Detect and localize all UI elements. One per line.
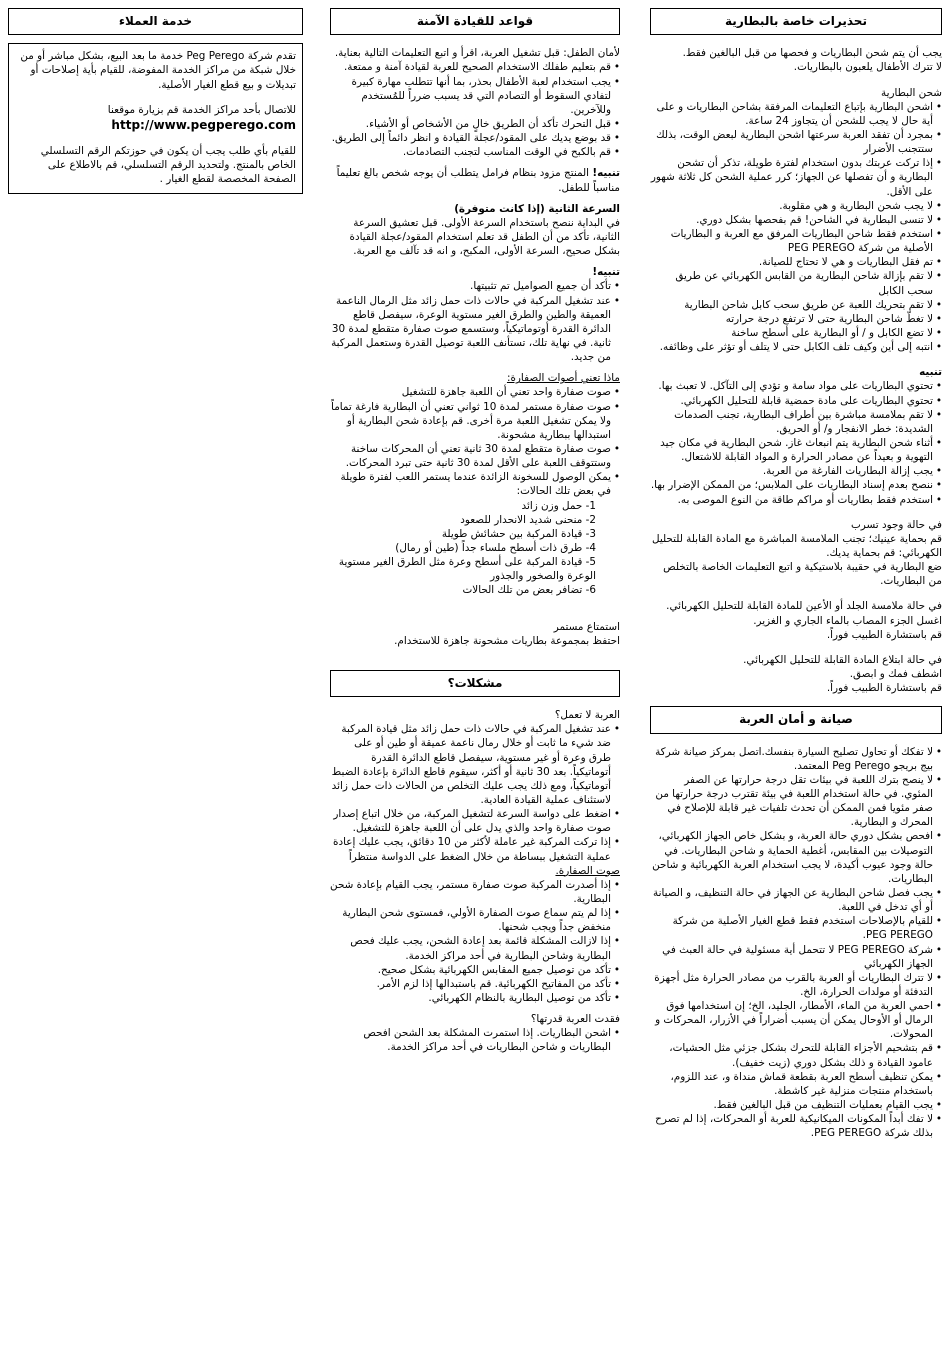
battery-column bbox=[650, 8, 942, 1353]
list-item: • تأكد من توصيل جميع المقابس الكهربائية بشكل صحيح. bbox=[330, 963, 620, 977]
swallow-line: اشطف فمك و ابصق. bbox=[849, 667, 942, 680]
list-item: • اشحن البطاريات. إذا استمرت المشكلة بعد الشحن افحص البطاريات و شاحن البطاريات في أحد مراكز الخدمة. bbox=[330, 1026, 620, 1054]
list-item: • انتبه إلى أين وكيف تلف الكابل حتى لا يتلف أو تؤثر على وظائفه. bbox=[650, 340, 942, 354]
list-item: • يجب استخدام لعبة الأطفال بحذر، بما أنها تتطلب مهارة كبيرة لتفادي السقوط أو التصادم التي قد يسبب ضرراً للمُستخدم وللآخرين. bbox=[330, 75, 620, 117]
safety-intro: لأمان الطفل: قبل تشغيل العربة، اقرأ و اتبع التعليمات التالية بعناية. bbox=[334, 47, 620, 60]
skin-contact-line: اغسل الجزء المصاب بالماء الجاري و الغزير. bbox=[753, 614, 942, 627]
serial-number-text: للقيام بأي طلب يجب أن يكون في حوزتكم الرقم التسلسلي الخاص بالمنتج. ولتحديد الرقم التسلسلي، قم بالاطلاع على الصفحة المخصصة لقطع الغيار . bbox=[40, 145, 296, 186]
service-paragraph: تقدم شركة Peg Perego خدمة ما بعد البيع، بشكل مباشر أو من خلال شبكة من مراكز الخدمة المفوضة، للقيام بأية إصلاحات أو تبديلات و بيع قطع الغيار الأصلية. bbox=[20, 50, 296, 91]
list-item: • إذا لازالت المشكلة قائمة بعد إعادة الشحن، يجب عليك فحص البطارية وشاحن البطارية في أحد مراكز الخدمة. bbox=[330, 934, 620, 962]
service-column bbox=[8, 8, 303, 268]
list-item: • تأكد من المفاتيح الكهربائية. قم باستبدالها إذا لزم الأمر. bbox=[330, 977, 620, 991]
swallow-line: قم باستشارة الطبيب فوراً. bbox=[826, 682, 942, 695]
power-loss-list bbox=[330, 1026, 620, 1054]
skin-contact-line: قم باستشارة الطبيب فوراً. bbox=[826, 628, 942, 641]
list-item: • قم بتعليم طفلك الاستخدام الصحيح للعربة لقيادة آمنة و ممتعة. bbox=[330, 60, 620, 74]
list-item: • تأكد أن جميع الصواميل تم تثبيتها. bbox=[330, 279, 620, 293]
list-item: • عند تشغيل المركبة في حالات ذات حمل زائد مثل الرمال الناعمة العميقة والطين والطرق الغير مستوية الوعرة، سيفصل قاطع الدائرة القدرة أوتوماتيكياً، وستسمع صوت صفارة متقطع لمدة 30 ثانية. في نهاية تلك، تستأنف اللعبة توصيل القدرة وستعمل المركبة من جديد. bbox=[330, 294, 620, 365]
list-item: • اضغط على دواسة السرعة لتشغيل المركبة، من خلال اتباع إصدار صوت صفارة واحد والذي يدل على أن اللعبة جاهزة للتشغيل. bbox=[330, 807, 620, 835]
list-item: • يجب إزالة البطاريات الفارغة من العربة. bbox=[650, 464, 942, 478]
enjoy-text: احتفظ بمجموعة بطاريات مشحونة جاهزة للاستخدام. bbox=[394, 634, 620, 647]
list-item: • تحتوي البطاريات على مادة حمضية قابلة للتحليل الكهربائي. bbox=[650, 394, 942, 408]
maintenance-list bbox=[650, 745, 942, 1141]
skin-contact-line: في حالة ملامسة الجلد أو الأعين للمادة القابلة للتحليل الكهربائي. bbox=[666, 600, 942, 613]
list-item: • يجب فصل شاحن البطارية عن الجهاز في حالة التنظيف، و الصيانة أو أي تدخل في اللعبة. bbox=[650, 886, 942, 914]
problems-heading: مشكلات؟ bbox=[330, 670, 620, 697]
list-item: • استخدم فقط شاحن البطاريات المرفق مع العربة و البطاريات الأصلية من شركة PEG PEREGO bbox=[650, 227, 942, 255]
list-item: • أثناء شحن البطارية يتم انبعاث غاز. شحن البطارية في مكان جيد التهوية و بعيداً عن مصادر الحرارة و المواد القابلة للاشتعال. bbox=[650, 436, 942, 464]
list-item: • إذا أصدرت المركبة صوت صفارة مستمر، يجب القيام بإعادة شحن البطارية. bbox=[330, 878, 620, 906]
list-item: • استخدم فقط بطاريات أو مراكم طاقة من النوع الموصى به. bbox=[650, 493, 942, 507]
list-item: • اشحن البطارية بإتباع التعليمات المرفقة بشاحن البطاريات و على أية حال لا يجب للشحن أن يتجاوز 24 ساعة. bbox=[650, 100, 942, 128]
list-item: • لا يجب شحن البطارية و هي مقلوبة. bbox=[650, 199, 942, 213]
swallow-line: في حالة ابتلاع المادة القابلة للتحليل الكهربائي. bbox=[743, 653, 942, 666]
list-item: • لا تضع الكابل و / أو البطارية على أسطح ساخنة bbox=[650, 326, 942, 340]
list-item: • قم بالكبح في الوقت المناسب لتجنب التصادمات. bbox=[330, 145, 620, 159]
intro-line: لا تترك الأطفال يلعبون بالبطاريات. bbox=[793, 61, 942, 74]
service-contact-text: للاتصال بأحد مراكز الخدمة قم بزيارة موقعنا bbox=[107, 103, 296, 116]
caution-title: تنبيه! bbox=[592, 266, 620, 279]
enjoy-title: استمتاع مستمر bbox=[553, 620, 620, 633]
list-item: 3- قيادة المركبة بين حشائش طويلة bbox=[441, 527, 596, 540]
charging-title: شحن البطارية bbox=[881, 86, 942, 99]
list-item: • لا تقم بإزالة شاحن البطارية من القابس الكهربائي عن طريق سحب الكابل bbox=[650, 269, 942, 297]
note-text: المنتج مزود بنظام فرامل يتطلب أن يوجه شخص بالغ تعليماً مناسباً للطفل. bbox=[336, 167, 620, 194]
list-item: • قم بتشحيم الأجزاء القابلة للتحرك بشكل جزئي مثل الحشيات، عامود القيادة و ذلك بشكل دوري (زيت خفيف). bbox=[650, 1041, 942, 1069]
list-item: 2- منحنى شديد الانحدار للصعود bbox=[460, 513, 596, 526]
list-item: • احمي العربة من الماء، الأمطار، الجليد، الخ؛ إن استخدامها فوق الرمال أو الأوحال يمكن أن يسبب أضراراً في الأزرار، المحركات و المحولات. bbox=[650, 999, 942, 1041]
list-item: 5- قيادة المركبة على أسطح وعرة مثل الطرق الغير مستوية الوعرة والصخور والجذور bbox=[338, 556, 596, 583]
list-item: 4- طرق ذات أسطح ملساء جداً (طين أو رمال) bbox=[395, 541, 596, 554]
list-item: • عند تشغيل المركبة في حالات ذات حمل زائد مثل قيادة المركبة ضد شيء ما ثابت أو خلال رمال ناعمة عميقة أو طين أو على طرق وعرة أو غير مستوية، سيفصل قاطع الدائرة القدرة أتوماتيكياً. بعد 30 ثانية أو أكثر، سيقوم قاطع الدائرة بإعادة الضبط أتوماتيكياً، ومع ذلك يجب عليك التخلص من الحالات ذات حمل زائد لاستئناف عملية القيادة العادية. bbox=[330, 722, 620, 807]
list-item: • يمكن الوصول للسخونة الزائدة عندما يستمر اللعب لفترة طويلة في بعض تلك الحالات: bbox=[330, 470, 620, 498]
list-item: • افحص بشكل دوري حالة العربة، و بشكل خاص الجهاز الكهربائي، التوصيلات بين المقابس، أغطية الحماية و شاحن البطاريات. في حالة وجود عيوب أكيدة، لا يجب استخدام العربة الكهربائية و شاحن البطاريات. bbox=[650, 829, 942, 886]
note-label: تنبيه! bbox=[592, 167, 620, 180]
list-item: • تأكد من توصيل البطارية بالنظام الكهربائي. bbox=[330, 991, 620, 1005]
second-speed-title: السرعة الثانية (إذا كانت متوفرة) bbox=[454, 202, 620, 215]
second-speed-text: في البداية ننصح باستخدام السرعة الأولى. قبل تعشيق السرعة الثانية، تأكد من أن الطفل قد تعلم استخدام المقود/عجلة القيادة بشكل صحيح، السرعة الأولى، المكبح، و انه قد تآلف مع العربة. bbox=[349, 216, 620, 258]
list-item: • تم فقل البطاريات و هي لا تحتاج للصيانة. bbox=[650, 255, 942, 269]
list-item: • بمجرد أن تفقد العربة سرعتها اشحن البطارية لبعض الوقت، بذلك ستتجنب الأضرار bbox=[650, 128, 942, 156]
list-item: • ننصح بعدم إسناد البطاريات على الملابس؛ من الممكن الإضرار بها. bbox=[650, 478, 942, 492]
beep-list bbox=[330, 878, 620, 1005]
list-item: • لا تنسى البطارية في الشاحن! قم بفحصها بشكل دوري. bbox=[650, 213, 942, 227]
list-item: • قد بوضع يديك على المقود/عجلة القيادة و انظر دائماً إلى الطريق. bbox=[330, 131, 620, 145]
leak-line: قم بحماية عينيك؛ تجنب الملامسة المباشرة مع المادة القابلة للتحليل الكهربائي: قم بحماية يديك. bbox=[651, 532, 942, 559]
list-item: • لا تفك أبداً المكونات الميكانيكية للعربة أو المحركات، إذا لم تصرح بذلك شركة PEG PEREGO. bbox=[650, 1112, 942, 1140]
beep-sounds-list bbox=[330, 385, 620, 498]
list-item: • صوت صفارة مستمر لمدة 10 ثواني تعني أن البطارية فارغة تماماً ولا يمكن تشغيل اللعبة مرة أخرى. قم بإعادة شحن البطارية أو استبدالها ببطارية مشحونة. bbox=[330, 400, 620, 442]
maintenance-heading: صيانة و أمان العربة bbox=[650, 706, 942, 733]
driving-column bbox=[330, 8, 620, 1353]
list-item: • إذا لم يتم سماع صوت الصفارة الأولي، فمستوى شحن البطارية منخفض جداً ويجب شحنها. bbox=[330, 906, 620, 934]
safety-list bbox=[330, 60, 620, 159]
power-loss-title: فقدت العربة قدرتها؟ bbox=[530, 1013, 620, 1026]
list-item: • قبل التحرك تأكد أن الطريق خالٍ من الأشخاص أو الأشياء. bbox=[330, 117, 620, 131]
list-item: • شركة PEG PEREGO لا تتحمل أية مسئولية في حالة العبث في الجهاز الكهربائي bbox=[650, 943, 942, 971]
list-item: • صوت صفارة متقطع لمدة 30 ثانية تعني أن المحركات ساخنة وستتوقف اللعبة على الأقل لمدة 30 ثانية حتى تبرد المحركات. bbox=[330, 442, 620, 470]
not-working-list bbox=[330, 722, 620, 863]
beep-title: صوت الصفارة. bbox=[555, 864, 620, 877]
website-link[interactable]: http://www.pegperego.com bbox=[111, 117, 296, 132]
list-item: • يمكن تنظيف أسطح العربة بقطعة قماش منداة و، عند اللزوم، باستخدام منتجات منزلية غير كاشطة. bbox=[650, 1070, 942, 1098]
list-item: • لا تغطّ شاحن البطارية حتى لا ترتفع درجة حرارته bbox=[650, 312, 942, 326]
list-item: • لا تقم بملامسة مباشرة بين أطراف البطارية، تجنب الصدمات الشديدة: خطر الانفجار و/ أو الحريق. bbox=[650, 408, 942, 436]
list-item: • لا تترك البطاريات أو العربة بالقرب من مصادر الحرارة مثل أجهزة التدفئة أو مولدات الحرارة، الخ. bbox=[650, 971, 942, 999]
battery-warning-title: تنبيه bbox=[919, 366, 942, 379]
charging-list bbox=[650, 100, 942, 355]
not-working-title: العربة لا تعمل؟ bbox=[554, 709, 620, 722]
battery-intro bbox=[650, 46, 942, 74]
list-item: • لا تقم بتحريك اللعبة عن طريق سحب كابل شاحن البطارية bbox=[650, 298, 942, 312]
safe-driving-heading: قواعد للقيادة الآمنة bbox=[330, 8, 620, 35]
list-item: • إذا تركت المركبة غير عاملة لأكثر من 10 دقائق، يجب عليك إعادة عملية التشغيل ببساطة من خلال الضغط على الدواسة منتظراً bbox=[330, 835, 620, 863]
list-item: 1- حمل وزن زائد bbox=[521, 499, 596, 512]
brake-note bbox=[330, 166, 620, 194]
intro-line: يجب أن يتم شحن البطاريات و فحصها من قبل البالغين فقط. bbox=[682, 47, 942, 60]
beep-sounds-title: ماذا تعني أصوات الصفارة: bbox=[506, 372, 620, 385]
list-item: • للقيام بالإصلاحات استخدم فقط قطع الغيار الأصلية من شركة PEG PEREGO. bbox=[650, 914, 942, 942]
list-item: • لا ينصح بترك اللعبة في بيئات تقل درجة حرارتها عن الصفر المئوي. في حالة استخدام اللعبة في بيئة تقترب درجة حرارتها من صفر مئويا فمن الممكن أن تحدث تلفيات غير قابلة للإصلاح في المحرك و البطارية. bbox=[650, 773, 942, 830]
battery-warning-list bbox=[650, 379, 942, 506]
leak-title: في حالة وجود تسرب bbox=[851, 518, 942, 531]
list-item: • يجب القيام بعمليات التنظيف من قبل البالغين فقط. bbox=[650, 1098, 942, 1112]
list-item: 6- تضافر بعض من تلك الحالات bbox=[462, 584, 596, 597]
customer-service-heading: خدمة العملاء bbox=[8, 8, 303, 35]
caution-list bbox=[330, 279, 620, 364]
leak-line: ضع البطارية في حقيبة بلاستيكية و اتبع التعليمات الخاصة بالتخلص من البطاريات. bbox=[663, 561, 942, 588]
list-item: • إذا تركت عربتك بدون استخدام لفترة طويلة، تذكر أن تشحن البطارية و أن تفصلها عن الجهاز؛ كرر عملية الشحن كل ثلاثة شهور على الأقل. bbox=[650, 156, 942, 198]
overheat-cases bbox=[330, 499, 620, 598]
list-item: • تحتوي البطاريات على مواد سامة و تؤدي إلى التآكل. لا تعبث بها. bbox=[650, 379, 942, 393]
list-item: • لا تفكك أو تحاول تصليح السيارة بنفسك.اتصل بمركز صيانة شركة بيج بريجو Peg Perego المعتمد. bbox=[650, 745, 942, 773]
battery-warnings-heading: تحذيرات خاصة بالبطارية bbox=[650, 8, 942, 35]
customer-service-box bbox=[8, 43, 303, 193]
list-item: • صوت صفارة واحد تعني أن اللعبة جاهزة للتشغيل bbox=[330, 385, 620, 399]
